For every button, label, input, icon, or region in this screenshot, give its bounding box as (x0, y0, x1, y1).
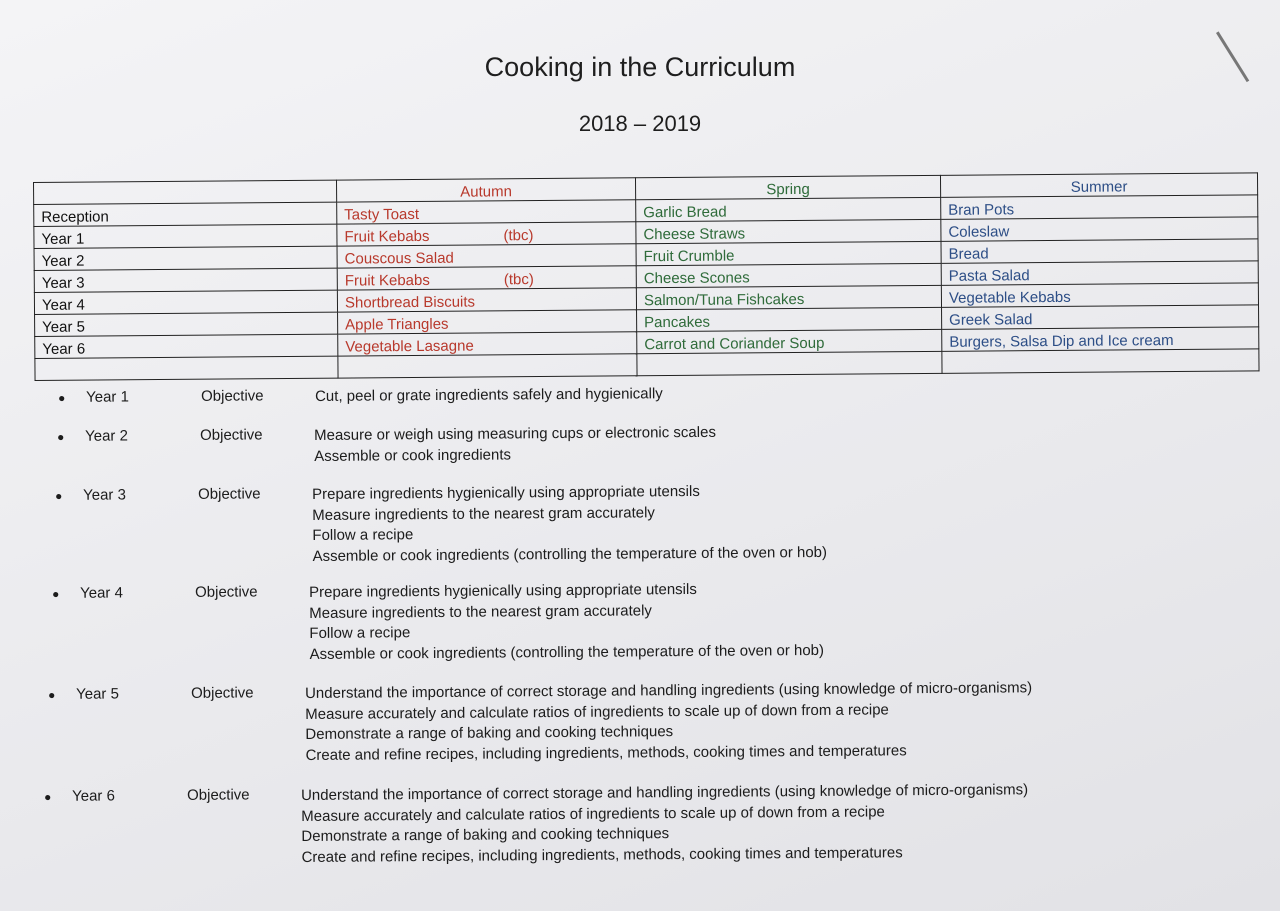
objective-line: Measure or weigh using measuring cups or electronic scales (313, 423, 716, 444)
year-cell (34, 268, 337, 292)
year-cell-text: Year 4 (41, 296, 85, 314)
summer-cell (942, 305, 1259, 329)
summer-cell (942, 327, 1259, 351)
spring-cell (636, 285, 941, 309)
spring-cell (636, 241, 941, 265)
header-spring: Spring (635, 175, 940, 199)
objective-line: Create and refine recipes, including ingredients, methods, cooking times and temperatures (305, 741, 907, 764)
objective-year: Year 2 (84, 427, 128, 445)
spring-cell (637, 329, 942, 353)
summer-cell (941, 283, 1258, 307)
objective-label: Objective (199, 426, 263, 444)
objective-lines (312, 481, 827, 567)
cooking-schedule-table (33, 172, 1260, 381)
year-cell-text: Reception (41, 208, 109, 226)
autumn-cell-text: Vegetable Lasagne (345, 337, 474, 356)
objective-year: Year 3 (82, 486, 126, 504)
objective-line: Measure accurately and calculate ratios of ingredients to scale up of down from a recipe (305, 700, 889, 723)
autumn-cell (337, 200, 636, 224)
spring-cell (636, 197, 941, 221)
summer-cell (941, 239, 1258, 263)
spring-cell (637, 351, 942, 375)
autumn-cell (338, 332, 637, 356)
year-cell-text: Year 3 (41, 274, 85, 292)
objective-lines (301, 780, 1029, 868)
objective-line: Measure ingredients to the nearest gram accurately (312, 503, 655, 524)
header-summer: Summer (940, 173, 1257, 197)
objective-year: Year 5 (75, 685, 119, 703)
autumn-cell (337, 244, 636, 268)
autumn-cell (338, 354, 637, 378)
summer-cell-text: Greek Salad (949, 311, 1033, 329)
objective-label: Objective (200, 387, 264, 405)
year-cell-text: Year 2 (41, 252, 85, 270)
autumn-cell (337, 266, 636, 290)
objective-line: Cut, peel or grate ingredients safely and hygienically (314, 385, 663, 405)
objective-lines (315, 384, 663, 407)
year-cell-text: Year 6 (42, 340, 86, 358)
objective-line: Measure accurately and calculate ratios of ingredients to scale up of down from a recipe (301, 802, 885, 825)
autumn-cell (337, 288, 636, 312)
header-year (34, 180, 337, 204)
objective-line: Understand the importance of correct storage and handling ingredients (using knowledge of micro-organisms) (300, 781, 1029, 804)
spring-cell-text: Cheese Scones (643, 269, 750, 288)
summer-cell-text: Vegetable Kebabs (948, 288, 1071, 307)
spring-cell-text: Carrot and Coriander Soup (644, 334, 825, 354)
summer-cell-text: Coleslaw (948, 223, 1010, 241)
bullet-icon: ● (58, 390, 66, 405)
objective-line: Measure ingredients to the nearest gram accurately (309, 601, 652, 622)
autumn-cell-text: Fruit Kebabs (344, 271, 430, 290)
objective-label: Objective (190, 684, 254, 702)
summer-cell (941, 261, 1258, 285)
year-cell (34, 224, 337, 248)
objective-label: Objective (194, 583, 258, 601)
autumn-cell-text: Tasty Toast (344, 205, 420, 224)
spring-cell (637, 307, 942, 331)
bullet-icon: ● (44, 789, 52, 804)
objective-line: Demonstrate a range of baking and cooking techniques (305, 723, 674, 743)
tbc-note: (tbc) (503, 271, 534, 289)
summer-cell (941, 195, 1258, 219)
tbc-note: (tbc) (503, 227, 534, 245)
header-autumn: Autumn (336, 178, 635, 202)
objective-line: Understand the importance of correct storage and handling ingredients (using knowledge of micro-organisms) (304, 679, 1033, 702)
bullet-icon: ● (48, 687, 56, 702)
summer-cell-text: Burgers, Salsa Dip and Ice cream (949, 332, 1174, 351)
year-cell (34, 290, 337, 314)
autumn-cell-text: Couscous Salad (344, 249, 454, 268)
objective-line: Prepare ingredients hygienically using appropriate utensils (308, 580, 697, 601)
spring-cell-text: Fruit Crumble (643, 247, 735, 266)
page-title: Cooking in the Curriculum (484, 52, 796, 82)
bullet-icon: ● (57, 429, 65, 444)
summer-cell-text: Bran Pots (948, 201, 1015, 219)
year-cell (34, 202, 337, 226)
bullet-icon: ● (55, 488, 63, 503)
spring-cell-text: Salmon/Tuna Fishcakes (643, 290, 805, 310)
autumn-cell (337, 222, 636, 246)
objective-line: Demonstrate a range of baking and cooking techniques (301, 825, 670, 845)
autumn-cell-text: Shortbread Biscuits (344, 293, 476, 312)
objective-line: Prepare ingredients hygienically using appropriate utensils (311, 482, 700, 503)
autumn-cell (338, 310, 637, 334)
objective-line: Assemble or cook ingredients (controlling the temperature of the oven or hob) (312, 543, 828, 565)
summer-cell (942, 349, 1259, 373)
objective-line: Assemble or cook ingredients (314, 445, 512, 465)
summer-cell-text: Pasta Salad (948, 267, 1030, 285)
year-cell (35, 334, 338, 358)
objective-line: Create and refine recipes, including ingredients, methods, cooking times and temperatures (301, 843, 903, 866)
spring-cell-text: Cheese Straws (643, 225, 746, 244)
year-cell (35, 356, 338, 380)
objective-lines (305, 678, 1033, 766)
objective-lines (309, 579, 824, 665)
summer-cell (941, 217, 1258, 241)
year-cell (34, 246, 337, 270)
objective-year: Year 1 (85, 388, 129, 406)
year-cell-text: Year 1 (41, 230, 85, 248)
autumn-cell-text: Apple Triangles (345, 315, 449, 334)
summer-cell-text: Bread (948, 245, 989, 263)
year-range: 2018 – 2019 (578, 111, 702, 136)
objective-label: Objective (197, 485, 261, 503)
spring-cell-text: Pancakes (644, 313, 711, 332)
objective-year: Year 6 (71, 787, 115, 805)
year-cell-text: Year 5 (42, 318, 86, 336)
bullet-icon: ● (52, 586, 60, 601)
objective-year: Year 4 (79, 584, 123, 602)
objective-lines (314, 423, 716, 467)
spring-cell (636, 263, 941, 287)
year-cell (35, 312, 338, 336)
objective-line: Follow a recipe (309, 624, 411, 642)
spring-cell (636, 219, 941, 243)
spring-cell-text: Garlic Bread (643, 203, 727, 222)
objective-line: Follow a recipe (312, 526, 414, 544)
objective-label: Objective (186, 786, 250, 804)
objective-line: Assemble or cook ingredients (controlling the temperature of the oven or hob) (309, 641, 825, 663)
autumn-cell-text: Fruit Kebabs (344, 227, 430, 246)
